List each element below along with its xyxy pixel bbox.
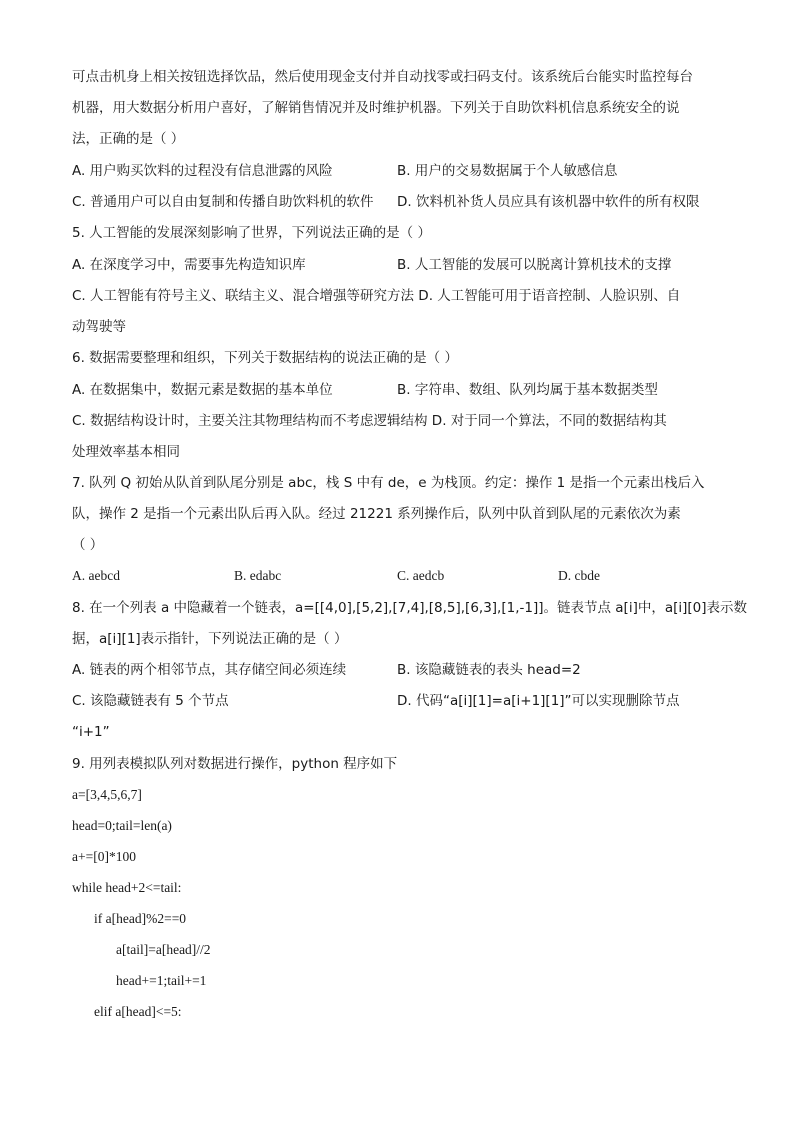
- code-line: a=[3,4,5,6,7]: [72, 787, 142, 802]
- q7-stem-line1: 7. 队列 Q 初始从队首到队尾分别是 abc，栈 S 中有 de，e 为栈顶。约定：操作 1 是指一个元素出栈后入: [72, 475, 705, 491]
- q7-option-c: C. aedcb: [397, 568, 445, 583]
- q7-stem-line3: （ ）: [72, 537, 104, 553]
- q8-option-d-line2: “i+1”: [72, 724, 110, 740]
- q6-option-b: B. 字符串、数组、队列均属于基本数据类型: [397, 382, 658, 398]
- code-line: head+=1;tail+=1: [116, 973, 207, 988]
- code-line: if a[head]%2==0: [94, 911, 187, 926]
- q8-option-d-line1: D. 代码“a[i][1]=a[i+1][1]”可以实现删除节点: [397, 693, 680, 709]
- q5-option-b: B. 人工智能的发展可以脱离计算机技术的支撑: [397, 257, 672, 273]
- q5-option-a: A. 在深度学习中，需要事先构造知识库: [72, 257, 306, 273]
- code-line: a+=[0]*100: [72, 849, 136, 864]
- q6-option-d-line2: 处理效率基本相同: [72, 444, 180, 460]
- q4-option-a: A. 用户购买饮料的过程没有信息泄露的风险: [72, 163, 333, 179]
- q5-stem: 5. 人工智能的发展深刻影响了世界，下列说法正确的是（ ）: [72, 225, 431, 241]
- q6-stem: 6. 数据需要整理和组织，下列关于数据结构的说法正确的是（ ）: [72, 350, 458, 366]
- q8-stem-line1: 8. 在一个列表 a 中隐藏着一个链表，a=[[4,0],[5,2],[7,4],[8,5],[6,3],[1,-1]]。链表节点 a[i]中，a[i][0]表示数: [72, 600, 748, 616]
- q5-option-cd-line1: C. 人工智能有符号主义、联结主义、混合增强等研究方法 D. 人工智能可用于语音控制、人脸识别、自: [72, 288, 681, 304]
- q9-stem: 9. 用列表模拟队列对数据进行操作，python 程序如下: [72, 756, 398, 772]
- q7-option-a: A. aebcd: [72, 568, 120, 583]
- code-line: elif a[head]<=5:: [94, 1004, 182, 1019]
- q7-option-b: B. edabc: [234, 568, 282, 583]
- q8-option-b: B. 该隐藏链表的表头 head=2: [397, 662, 581, 678]
- q4-option-d: D. 饮料机补货人员应具有该机器中软件的所有权限: [397, 194, 700, 210]
- q6-option-cd-line1: C. 数据结构设计时，主要关注其物理结构而不考虑逻辑结构 D. 对于同一个算法，不同的数据结构其: [72, 413, 667, 429]
- q6-option-a: A. 在数据集中，数据元素是数据的基本单位: [72, 382, 333, 398]
- q8-option-a: A. 链表的两个相邻节点，其存储空间必须连续: [72, 662, 347, 678]
- q4-option-b: B. 用户的交易数据属于个人敏感信息: [397, 163, 618, 179]
- q4-stem-line3: 法，正确的是（ ）: [72, 131, 185, 147]
- q4-option-c: C. 普通用户可以自由复制和传播自助饮料机的软件: [72, 194, 374, 210]
- q7-option-d: D. cbde: [558, 568, 600, 583]
- q7-stem-line2: 队，操作 2 是指一个元素出队后再入队。经过 21221 系列操作后，队列中队首到队尾的元素依次为素: [72, 506, 681, 522]
- q4-stem-line1: 可点击机身上相关按钮选择饮品，然后使用现金支付并自动找零或扫码支付。该系统后台能实时监控每台: [72, 69, 693, 85]
- code-line: a[tail]=a[head]//2: [116, 942, 211, 957]
- code-line: head=0;tail=len(a): [72, 818, 172, 833]
- q8-stem-line2: 据，a[i][1]表示指针，下列说法正确的是（ ）: [72, 631, 348, 647]
- code-line: while head+2<=tail:: [72, 880, 182, 895]
- q5-option-d-line2: 动驾驶等: [72, 319, 126, 335]
- q4-stem-line2: 机器，用大数据分析用户喜好，了解销售情况并及时维护机器。下列关于自助饮料机信息系统安全的说: [72, 100, 680, 116]
- q8-option-c: C. 该隐藏链表有 5 个节点: [72, 693, 229, 709]
